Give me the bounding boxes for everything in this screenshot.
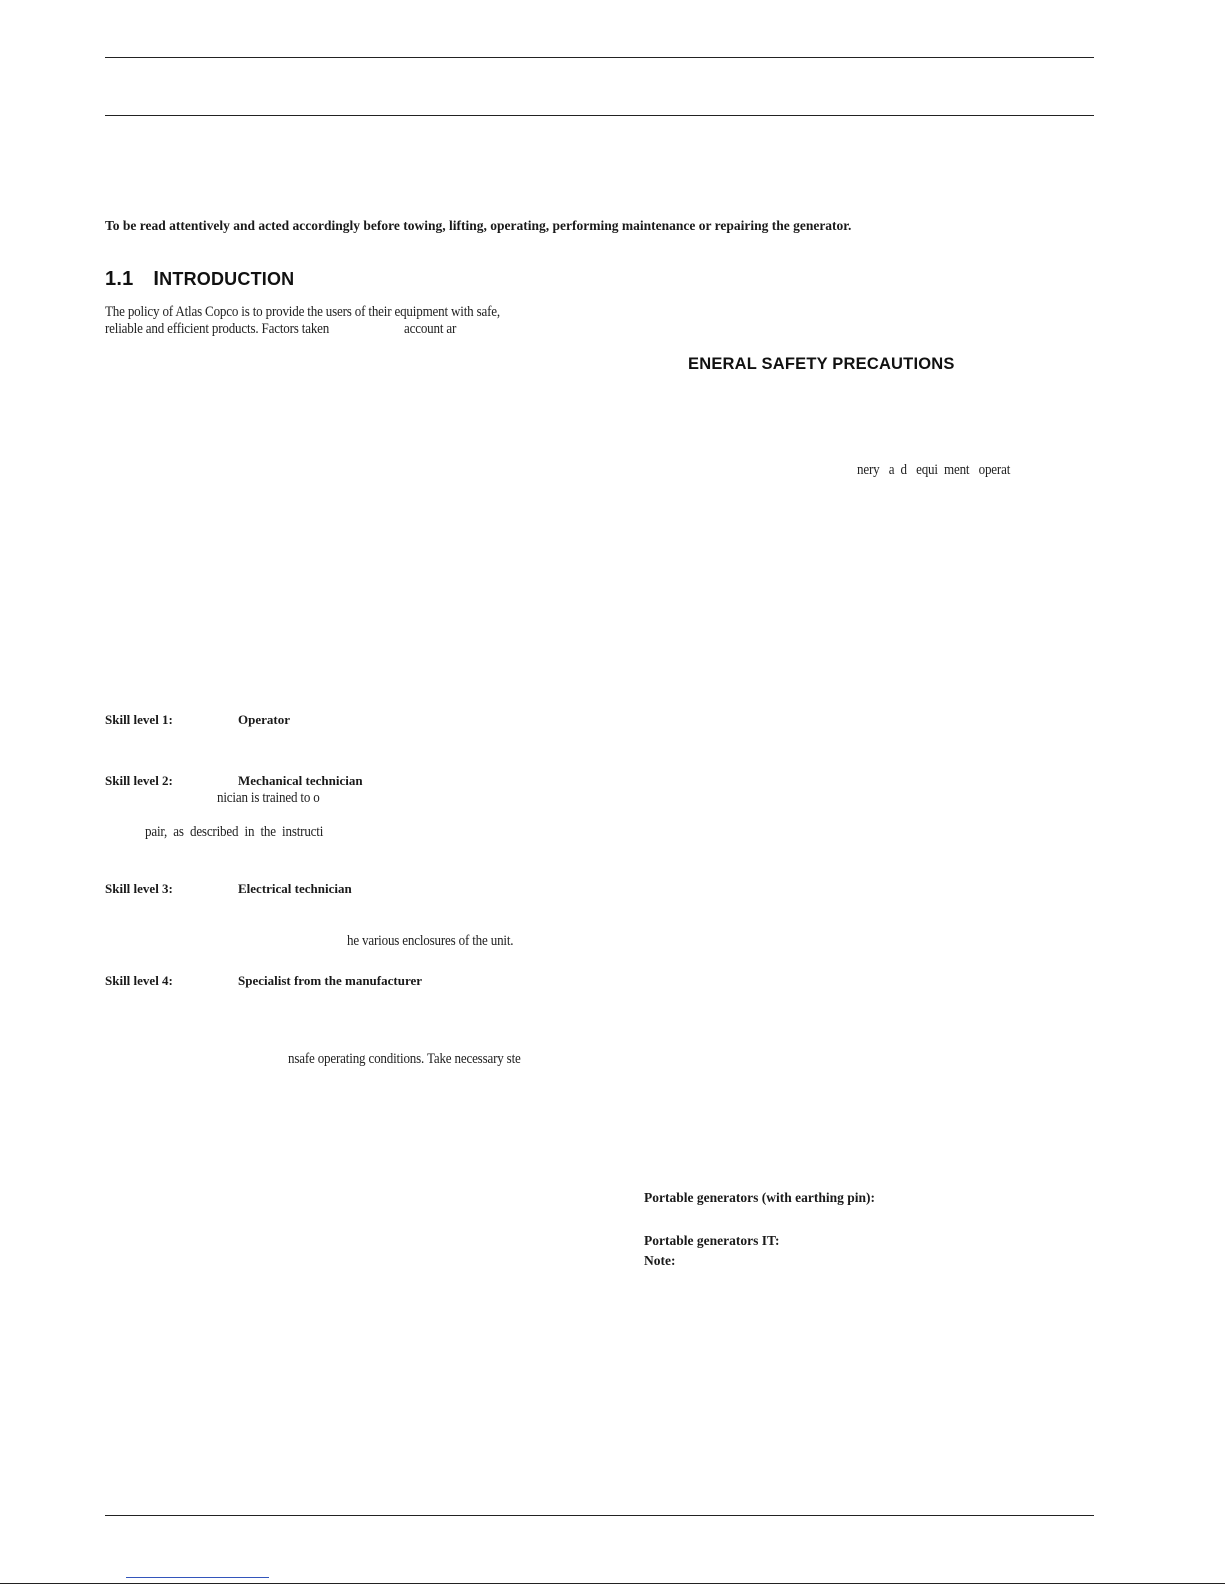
intro-paragraph-line-2a: reliable and efficient products. Factors taken — [105, 321, 330, 337]
unsafe-conditions-fragment: nsafe operating conditions. Take necessary ste — [288, 1051, 521, 1067]
repair-instructions-fragment: pair, as described in the instructi — [145, 824, 324, 840]
skill-level-2-label: Skill level 2: — [105, 773, 173, 788]
intro-warning: To be read attentively and acted accordingly before towing, lifting, operating, performing maintenance or repairing the generator. — [105, 218, 852, 233]
section-title-initial: I — [153, 268, 160, 290]
section-title-rest: NTRODUCTION — [159, 269, 295, 289]
page-bottom-edge — [0, 1583, 1225, 1584]
intro-paragraph-line-1: The policy of Atlas Copco is to provide the users of their equipment with safe, — [105, 304, 500, 320]
technician-trained-fragment: nician is trained to o — [217, 790, 320, 806]
skill-level-2-role: Mechanical technician — [238, 773, 363, 788]
header-bottom-rule — [105, 115, 1094, 116]
skill-level-4-label: Skill level 4: — [105, 973, 173, 988]
enclosures-fragment: he various enclosures of the unit. — [347, 933, 514, 949]
skill-level-3-label: Skill level 3: — [105, 881, 173, 896]
general-safety-heading: ENERAL SAFETY PRECAUTIONS — [688, 355, 955, 373]
machinery-fragment: nery a d equi ment operat — [857, 462, 1011, 478]
portable-generators-earthing-label: Portable generators (with earthing pin): — [644, 1190, 875, 1205]
section-heading — [105, 268, 294, 291]
section-number: 1.1 — [105, 268, 134, 290]
intro-paragraph-line-2b: account ar — [404, 321, 457, 337]
header-top-rule — [105, 57, 1094, 58]
skill-level-1-role: Operator — [238, 712, 290, 727]
skill-level-3-role: Electrical technician — [238, 881, 352, 896]
skill-level-1-label: Skill level 1: — [105, 712, 173, 727]
note-label: Note: — [644, 1253, 676, 1268]
portable-generators-it-label: Portable generators IT: — [644, 1233, 780, 1248]
footer-rule — [105, 1515, 1094, 1516]
footer-link-underline[interactable] — [126, 1577, 269, 1578]
skill-level-4-role: Specialist from the manufacturer — [238, 973, 423, 988]
